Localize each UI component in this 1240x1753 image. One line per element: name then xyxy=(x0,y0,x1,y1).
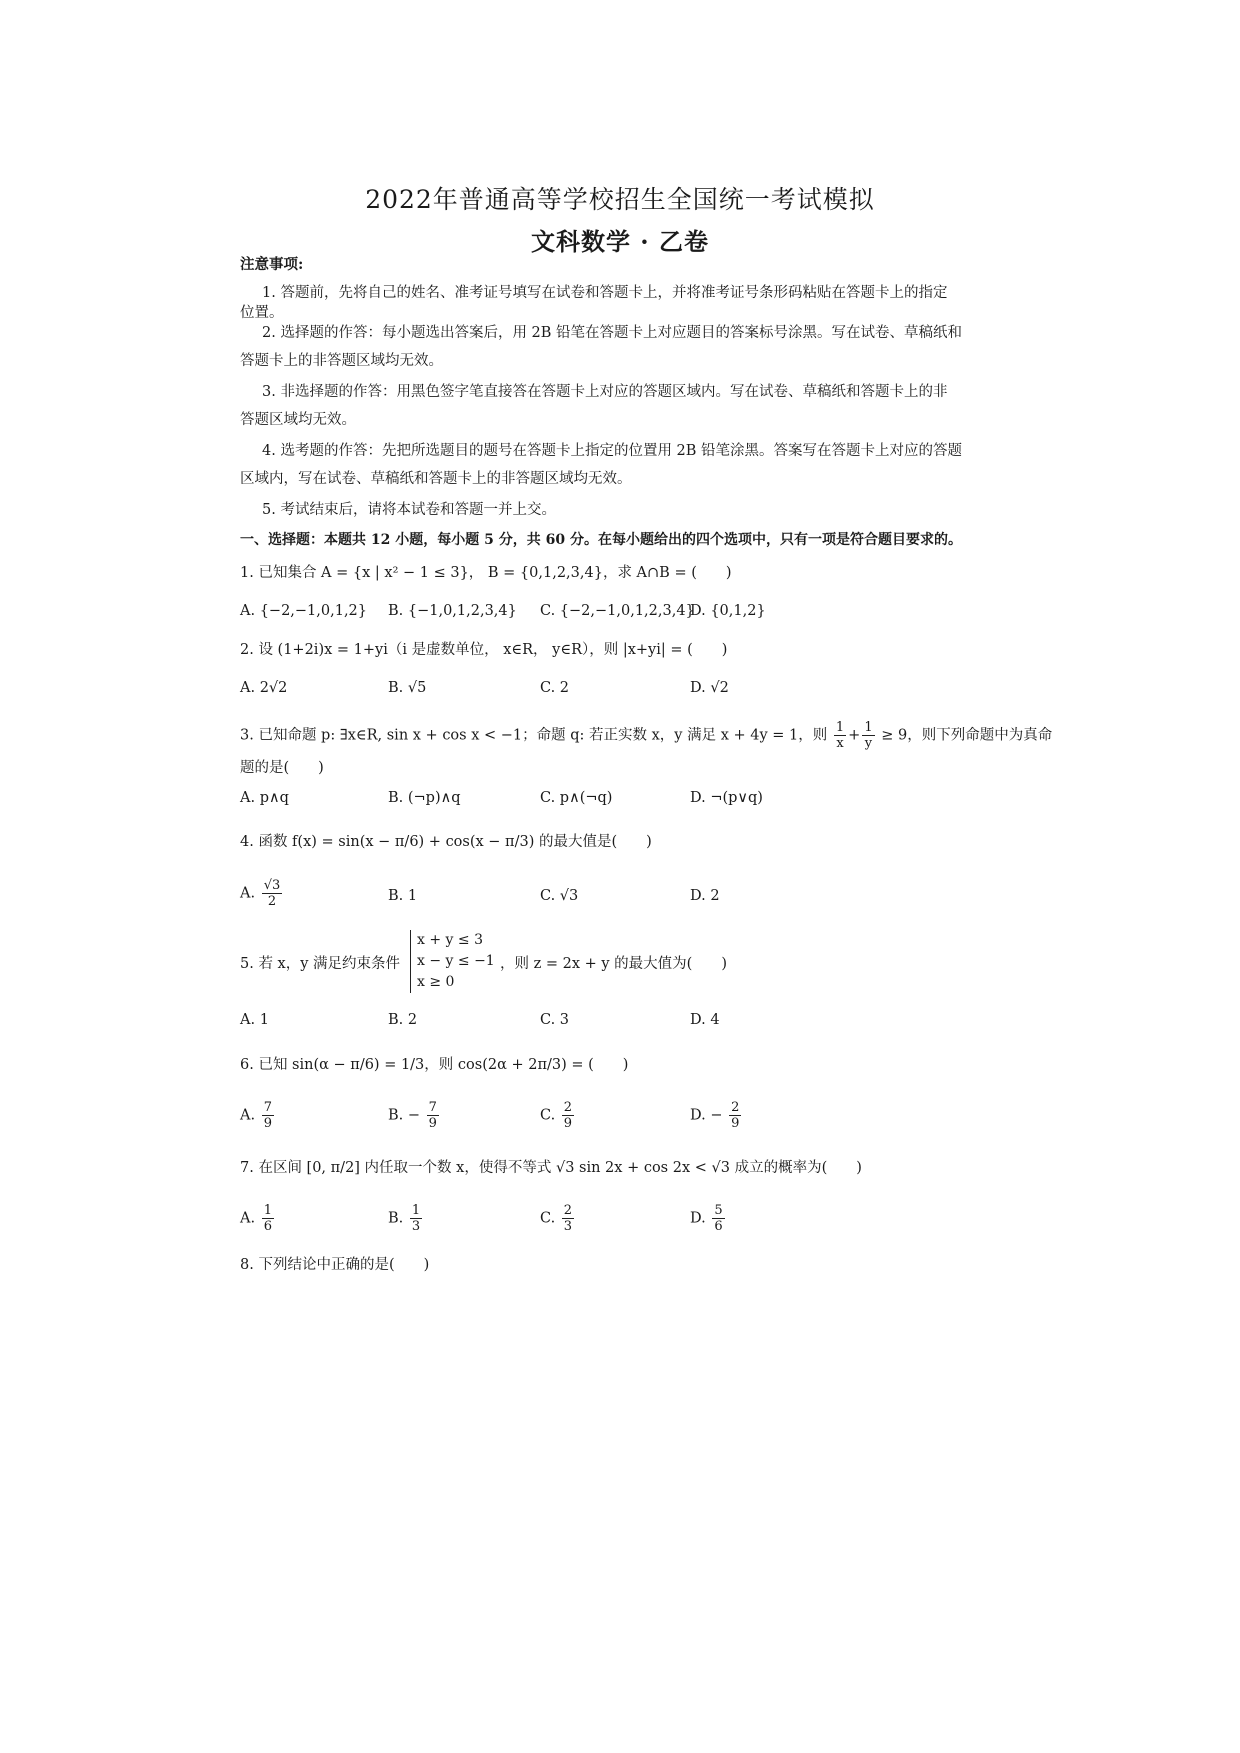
question-7-option-b-numerator: 1 xyxy=(411,1203,421,1218)
question-6-stem: 6. 已知 sin(α − π/6) = 1/3，则 cos(2α + 2π/3) = ( ) xyxy=(240,1057,629,1073)
question-6-option-a-label: A. xyxy=(240,1107,256,1124)
question-4-option-b: B. 1 xyxy=(388,888,418,904)
question-4-option-d: D. 2 xyxy=(690,888,720,904)
question-6-option-b xyxy=(388,1100,441,1131)
question-3-option-a: A. p∧q xyxy=(240,790,289,806)
question-3-stem: 3. 已知命题 p: ∃x∈R, sin x + cos x < −1；命题 q: 若正实数 x，y 满足 x + 4y = 1，则 $\frac{1}{x}$ + $\frac{1}{y}$ ≥ 9，则下列命题中为真命 xyxy=(240,720,1053,751)
question-6-option-d-denominator: 9 xyxy=(731,1116,740,1131)
question-4-option-a-denominator: 2 xyxy=(267,894,277,909)
question-2-option-b: B. √5 xyxy=(388,680,427,696)
question-6-option-d-numerator: 2 xyxy=(731,1100,740,1115)
question-5-stem-pre: 5. 若 x，y 满足约束条件 xyxy=(240,956,401,972)
question-3-option-d: D. ¬(p∨q) xyxy=(690,790,763,806)
question-7-option-a-label: A. xyxy=(240,1210,256,1227)
question-3-stem-line-2: 题的是( ) xyxy=(240,760,324,776)
note-1-line-2: 位置。 xyxy=(240,305,284,321)
question-1-stem: 1. 已知集合 A = {x | x² − 1 ≤ 3}， B = {0,1,2,3,4}，求 A∩B = ( ) xyxy=(240,565,732,581)
question-3-stem-pre: 3. 已知命题 p: ∃x∈R, sin x + cos x < −1；命题 q: 若正实数 x，y 满足 x + 4y = 1，则 xyxy=(240,727,828,744)
question-7-option-d-fraction xyxy=(712,1203,724,1234)
question-5-constraint-2: x − y ≤ −1 xyxy=(417,953,495,969)
question-2-stem: 2. 设 (1+2i)x = 1+yi（i 是虚数单位， x∈R， y∈R），则 |x+yi| = ( ) xyxy=(240,642,728,658)
question-6-option-c xyxy=(540,1100,576,1131)
note-1-line-1: 1. 答题前，先将自己的姓名、准考证号填写在试卷和答题卡上，并将准考证号条形码粘贴在答题卡上的指定 xyxy=(262,285,948,301)
note-3-line-1: 3. 非选择题的作答：用黑色签字笔直接答在答题卡上对应的答题区域内。写在试卷、草稿纸和答题卡上的非 xyxy=(262,384,948,400)
question-7-option-a-denominator: 6 xyxy=(263,1219,272,1234)
question-7-option-a xyxy=(240,1203,276,1234)
question-7-option-d-denominator: 6 xyxy=(714,1219,723,1234)
section-1-heading: 一、选择题：本题共 12 小题，每小题 5 分，共 60 分。在每小题给出的四个选项中，只有一项是符合题目要求的。 xyxy=(240,532,962,548)
question-2-option-a: A. 2√2 xyxy=(240,680,288,696)
question-1-option-a: A. {−2,−1,0,1,2} xyxy=(240,603,368,619)
question-7-option-a-fraction xyxy=(262,1203,274,1234)
question-2-option-c: C. 2 xyxy=(540,680,570,696)
question-3-fraction-1-over-x: $\frac{1}{x}$ xyxy=(835,720,845,751)
question-7-option-c xyxy=(540,1203,576,1234)
question-6-option-a-denominator: 9 xyxy=(263,1116,272,1131)
question-4-stem: 4. 函数 f(x) = sin(x − π/6) + cos(x − π/3) 的最大值是( ) xyxy=(240,834,652,850)
question-7-option-d xyxy=(690,1203,727,1234)
question-7-option-d-label: D. xyxy=(690,1210,706,1227)
note-2-line-1: 2. 选择题的作答：每小题选出答案后，用 2B 铅笔在答题卡上对应题目的答案标号涂黑。写在试卷、草稿纸和 xyxy=(262,325,963,341)
page-title: 2022年普通高等学校招生全国统一考试模拟 xyxy=(365,185,875,214)
question-7-option-b xyxy=(388,1203,424,1234)
question-5-stem-post: ，则 z = 2x + y 的最大值为( ) xyxy=(500,956,728,972)
question-5-constraint-1: x + y ≤ 3 xyxy=(417,932,483,948)
note-2-line-2: 答题卡上的非答题区域均无效。 xyxy=(240,353,443,369)
question-6-option-a-numerator: 7 xyxy=(263,1100,272,1115)
question-7-option-c-denominator: 3 xyxy=(563,1219,573,1234)
question-3-fraction-1-over-y: $\frac{1}{y}$ xyxy=(864,720,873,751)
question-7-option-d-numerator: 5 xyxy=(714,1203,723,1218)
question-4-option-c: C. √3 xyxy=(540,888,579,904)
question-1-option-d: D. {0,1,2} xyxy=(690,603,766,619)
question-6-option-d xyxy=(690,1100,743,1131)
question-3-option-b: B. (¬p)∧q xyxy=(388,790,461,806)
question-7-option-c-numerator: 2 xyxy=(563,1203,573,1218)
question-7-option-c-fraction xyxy=(562,1203,574,1234)
question-7-option-b-denominator: 3 xyxy=(411,1219,421,1234)
note-4-line-1: 4. 选考题的作答：先把所选题目的题号在答题卡上指定的位置用 2B 铅笔涂黑。答案写在答题卡上对应的答题 xyxy=(262,443,963,459)
question-3-option-c: C. p∧(¬q) xyxy=(540,790,613,806)
question-6-option-b-denominator: 9 xyxy=(428,1116,437,1131)
question-6-option-b-label: B. − xyxy=(388,1107,421,1124)
question-7-stem: 7. 在区间 [0, π/2] 内任取一个数 x，使得不等式 √3 sin 2x + cos 2x < √3 成立的概率为( ) xyxy=(240,1160,862,1176)
question-7-option-b-fraction xyxy=(410,1203,422,1234)
question-6-option-a-fraction xyxy=(262,1100,274,1131)
question-5-option-a: A. 1 xyxy=(240,1012,269,1028)
note-4-line-2: 区域内，写在试卷、草稿纸和答题卡上的非答题区域均无效。 xyxy=(240,471,632,487)
question-1-option-c: C. {−2,−1,0,1,2,3,4} xyxy=(540,603,695,619)
note-3-line-2: 答题区域均无效。 xyxy=(240,412,356,428)
question-4-option-a-numerator: √3 xyxy=(263,878,281,893)
notes-heading: 注意事项: xyxy=(240,256,304,273)
question-6-option-a xyxy=(240,1100,276,1131)
question-5-option-c: C. 3 xyxy=(540,1012,570,1028)
question-6-option-c-fraction xyxy=(562,1100,574,1131)
page-subtitle: 文科数学 · 乙卷 xyxy=(530,227,710,256)
question-7-option-b-label: B. xyxy=(388,1210,404,1227)
question-5-constraint-3: x ≥ 0 xyxy=(417,974,455,990)
question-6-option-b-fraction xyxy=(427,1100,439,1131)
question-1-option-b: B. {−1,0,1,2,3,4} xyxy=(388,603,517,619)
question-8-stem: 8. 下列结论中正确的是( ) xyxy=(240,1257,430,1273)
question-6-option-c-numerator: 2 xyxy=(563,1100,573,1115)
question-3-stem-post: ≥ 9，则下列命题中为真命 xyxy=(881,727,1053,744)
question-4-option-a-fraction xyxy=(262,878,283,909)
question-4-option-a-label: A. xyxy=(240,885,256,902)
note-5: 5. 考试结束后，请将本试卷和答题一并上交。 xyxy=(262,502,556,518)
question-4-option-a xyxy=(240,878,284,909)
question-6-option-c-denominator: 9 xyxy=(563,1116,573,1131)
question-2-option-d: D. √2 xyxy=(690,680,729,696)
question-6-option-d-fraction xyxy=(729,1100,741,1131)
question-7-option-a-numerator: 1 xyxy=(263,1203,272,1218)
question-7-option-c-label: C. xyxy=(540,1210,556,1227)
question-6-option-d-label: D. − xyxy=(690,1107,723,1124)
question-6-option-c-label: C. xyxy=(540,1107,556,1124)
question-6-option-b-numerator: 7 xyxy=(428,1100,437,1115)
question-5-constraint-system xyxy=(410,930,495,993)
question-5-option-b: B. 2 xyxy=(388,1012,418,1028)
question-5-option-d: D. 4 xyxy=(690,1012,720,1028)
